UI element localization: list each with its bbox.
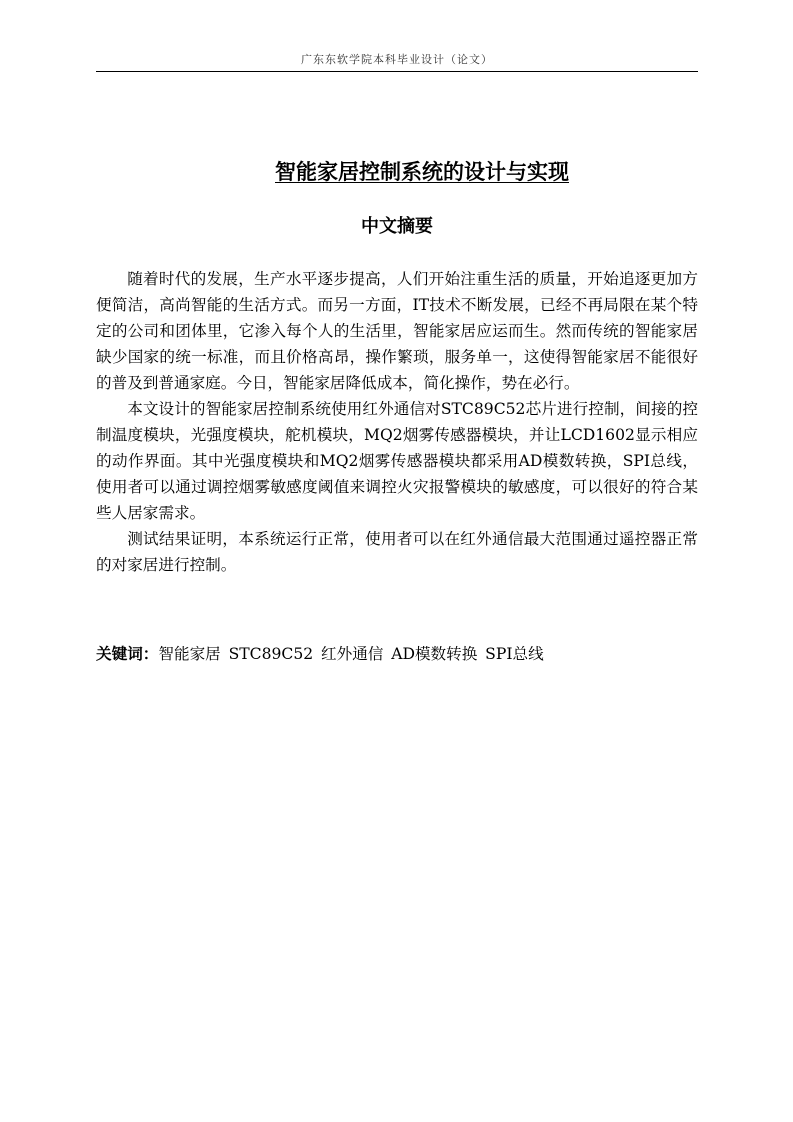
keyword-item: 红外通信	[321, 645, 384, 663]
keyword-item: SPI总线	[485, 645, 544, 663]
document-title-text: 智能家居控制系统的设计与实现	[275, 160, 569, 184]
abstract-paragraph: 本文设计的智能家居控制系统使用红外通信对STC89C52芯片进行控制，间接的控制温度模块，光强度模块，舵机模块，MQ2烟雾传感器模块，并让LCD1602显示相应的动作界面。其中光强度模块和MQ2烟雾传感器模块都采用AD模数转换，SPI总线，使用者可以通过调控烟雾敏感度阈值来调控火灾报警模块的敏感度，可以很好的符合某些人居家需求。	[96, 400, 698, 522]
keywords-label: 关键词：	[96, 645, 159, 663]
keyword-item: 智能家居	[158, 645, 221, 663]
abstract-paragraph: 随着时代的发展，生产水平逐步提高，人们开始注重生活的质量，开始追逐更加方便简洁，高尚智能的生活方式。而另一方面，IT技术不断发展，已经不再局限在某个特定的公司和团体里，它渗入每个人的生活里，智能家居应运而生。然而传统的智能家居缺少国家的统一标准，而且价格高昂，操作繁琐，服务单一，这使得智能家居不能很好的普及到普通家庭。今日，智能家居降低成本，简化操作，势在必行。	[96, 270, 698, 392]
abstract-heading: 中文摘要	[361, 216, 433, 237]
abstract-body	[96, 266, 698, 578]
running-header: 广东东软学院本科毕业设计（论文）	[301, 53, 493, 66]
keyword-item: AD模数转换	[391, 645, 478, 663]
keyword-item: STC89C52	[228, 645, 314, 663]
keywords-line	[96, 641, 698, 667]
abstract-paragraph: 测试结果证明，本系统运行正常，使用者可以在红外通信最大范围通过遥控器正常的对家居进行控制。	[96, 530, 698, 574]
document-title	[96, 158, 748, 186]
header-rule	[96, 71, 698, 72]
